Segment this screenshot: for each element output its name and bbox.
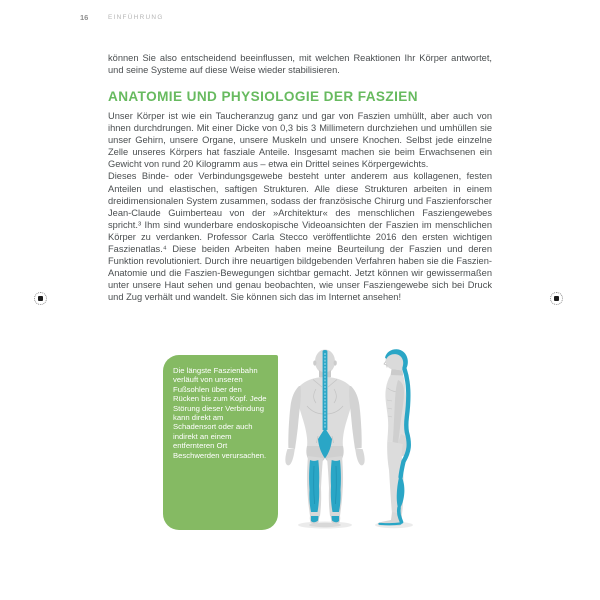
anatomy-back-view-figure [280, 348, 370, 532]
intro-paragraph: können Sie also entscheidend beeinflussen, mit welchen Reaktionen Ihr Körper antwortet, und seine Systeme auf diese Weise wieder stabilisieren. [108, 53, 492, 76]
body-text [108, 110, 492, 304]
body-paragraph: Unser Körper ist wie ein Taucheranzug ganz und gar von Faszien umhüllt, aber auch von ihnen durchdrungen. Mit einer Dicke von 0,3 bis 3 Millimetern durchziehen und umhüllen sie unser Gehirn, unsere Organe, unsere Muskeln und unsere Knochen. Selbst jede einzelne Zelle unseres Körpers hat fasziale Anteile. Insgesamt machen sie beim Erwachsenen ein Gewicht von rund 20 Kilogramm aus – etwa ein Drittel seines Körpergewichts. [108, 111, 492, 170]
anatomy-side-view-figure [372, 348, 420, 532]
callout-box [163, 355, 278, 530]
running-title: EINFÜHRUNG [108, 13, 164, 21]
registration-dot [554, 296, 559, 301]
registration-mark-left [34, 292, 47, 305]
body-paragraph: Dieses Binde- oder Verbindungsgewebe besteht unter anderem aus kollagenen, festen Anteilen und elastischen, saftigen Strukturen. Alle diese Strukturen arbeiten in einem dreidimensionalen System zusammen, sodass der französische Chirurg und Faszienforscher Jean-Claude Guimberteau von der »Architektur« des menschlichen Fasziengewebes spricht.³ Ihm sind wunderbare endoskopische Videoansichten der Faszien im menschlichen Körper zu verdanken. Professor Carla Stecco veröffentlichte 2016 den ersten wichtigen Faszienatlas.⁴ Diese beiden Arbeiten haben meine Beurteilung der Faszien und deren Funktion revolutioniert. Durch ihre neuartigen bildgebenden Verfahren haben sie die Faszien-Anatomie und die Faszien-Bewegungen sichtbar gemacht. Jetzt können wir gewissermaßen unter unsere Haut sehen und genau beobachten, wie unser Fasziengewebe sich bei Druck und Zug verhält und wandelt. Sie können sich das im Internet ansehen! [108, 171, 492, 303]
callout-text: Die längste Faszienbahn verläuft von unseren Fußsohlen über den Rücken bis zum Kopf. Jede Störung dieser Verbindung kann direkt am Schadensort oder auch indirekt an einem entfernteren Ort Beschwerden verursachen. [173, 366, 267, 460]
registration-dot [38, 296, 43, 301]
section-heading: ANATOMIE UND PHYSIOLOGIE DER FASZIEN [108, 89, 418, 104]
page-number: 16 [80, 13, 89, 22]
registration-mark-right [550, 292, 563, 305]
